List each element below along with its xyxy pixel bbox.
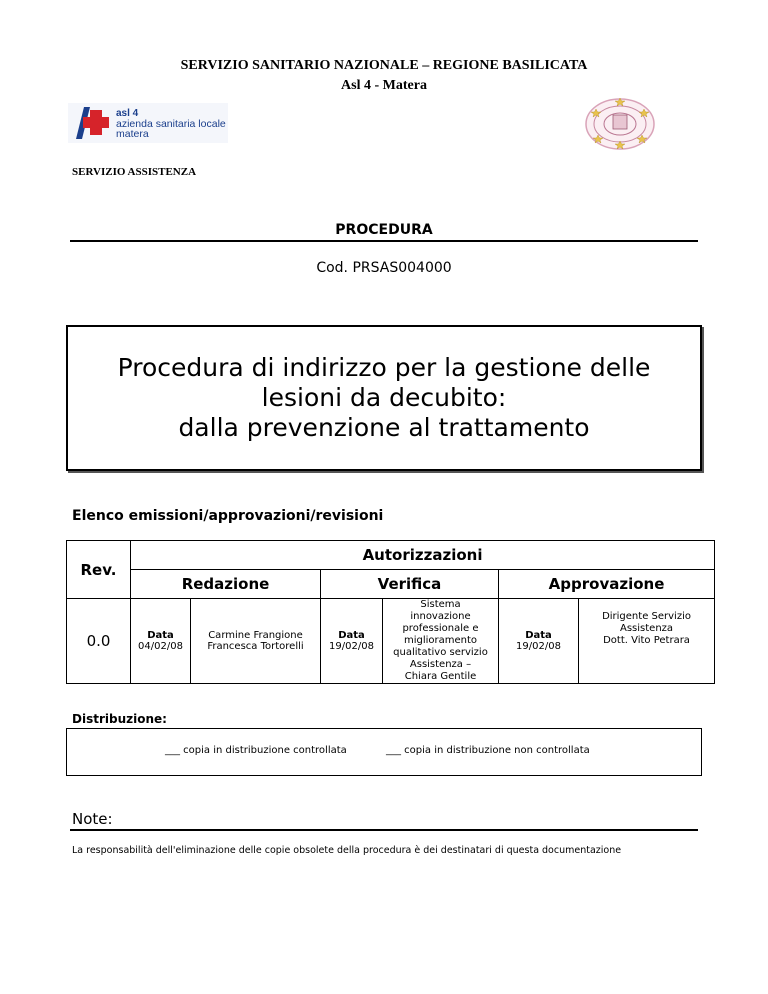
verifica-line: miglioramento [403,635,478,646]
verifica-line: Sistema [420,599,461,610]
asl-logo [68,103,228,143]
redazione-date-cell [131,599,191,684]
document-title-box [66,325,702,471]
redazione-header: Redazione [131,570,321,599]
verifica-date-cell [321,599,383,684]
header-line-2: Asl 4 - Matera [341,78,427,93]
notes-label: Note: [72,810,113,828]
title-line-1: Procedura di indirizzo per la gestione delle [117,353,651,382]
verifica-names-cell [383,599,499,684]
redazione-names-cell [191,599,321,684]
approvazione-header: Approvazione [499,570,715,599]
distribution-uncontrolled: ___ copia in distribuzione non controllata [386,745,590,756]
title-line-3: dalla prevenzione al trattamento [178,413,590,442]
verifica-line: Assistenza – [409,659,472,670]
distribution-box [66,728,702,776]
verifica-line: professionale e [402,623,479,634]
autorizzazioni-header: Autorizzazioni [131,541,715,570]
data-label: Data [147,630,174,641]
document-code: Cod. PRSAS004000 [316,260,452,276]
redazione-name-2: Francesca Tortorelli [207,641,304,652]
emblem-icon [584,95,656,151]
redazione-name-1: Carmine Frangione [208,630,303,641]
document-type: PROCEDURA [335,222,433,238]
approvazione-line: Assistenza [620,623,674,634]
data-label: Data [338,630,365,641]
redazione-date: 04/02/08 [138,641,183,652]
verifica-line: innovazione [410,611,471,622]
approvazione-date-cell [499,599,579,684]
header-line-1: SERVIZIO SANITARIO NAZIONALE – REGIONE BASILICATA [180,58,588,73]
logo-text-3: matera [116,128,149,140]
emissions-heading: Elenco emissioni/approvazioni/revisioni [72,508,384,524]
data-label: Data [525,630,552,641]
notes-divider [70,829,698,831]
approvazione-line: Dirigente Servizio [602,611,691,622]
rev-header: Rev. [67,541,131,599]
authorization-table [66,540,715,684]
verifica-date: 19/02/08 [329,641,374,652]
approvazione-date: 19/02/08 [516,641,561,652]
approvazione-line: Dott. Vito Petrara [603,635,690,646]
asl-cross-icon [68,103,228,143]
service-name: SERVIZIO ASSISTENZA [72,166,197,178]
title-line-2: lesioni da decubito: [261,383,507,412]
distribution-controlled: ___ copia in distribuzione controllata [165,745,347,756]
verifica-line: Chiara Gentile [404,671,477,682]
rev-value: 0.0 [67,599,131,684]
approvazione-names-cell [579,599,715,684]
procedura-divider [70,240,698,242]
notes-text: La responsabilità dell'eliminazione delle copie obsolete della procedura è dei destinatari di questa documentazione [72,845,622,856]
verifica-header: Verifica [321,570,499,599]
logo-text-1: asl 4 [116,108,139,119]
distribution-label: Distribuzione: [72,712,167,726]
logo-text-2: azienda sanitaria locale [116,118,226,130]
verifica-line: qualitativo servizio [393,647,488,658]
emblem-logo [584,95,656,151]
